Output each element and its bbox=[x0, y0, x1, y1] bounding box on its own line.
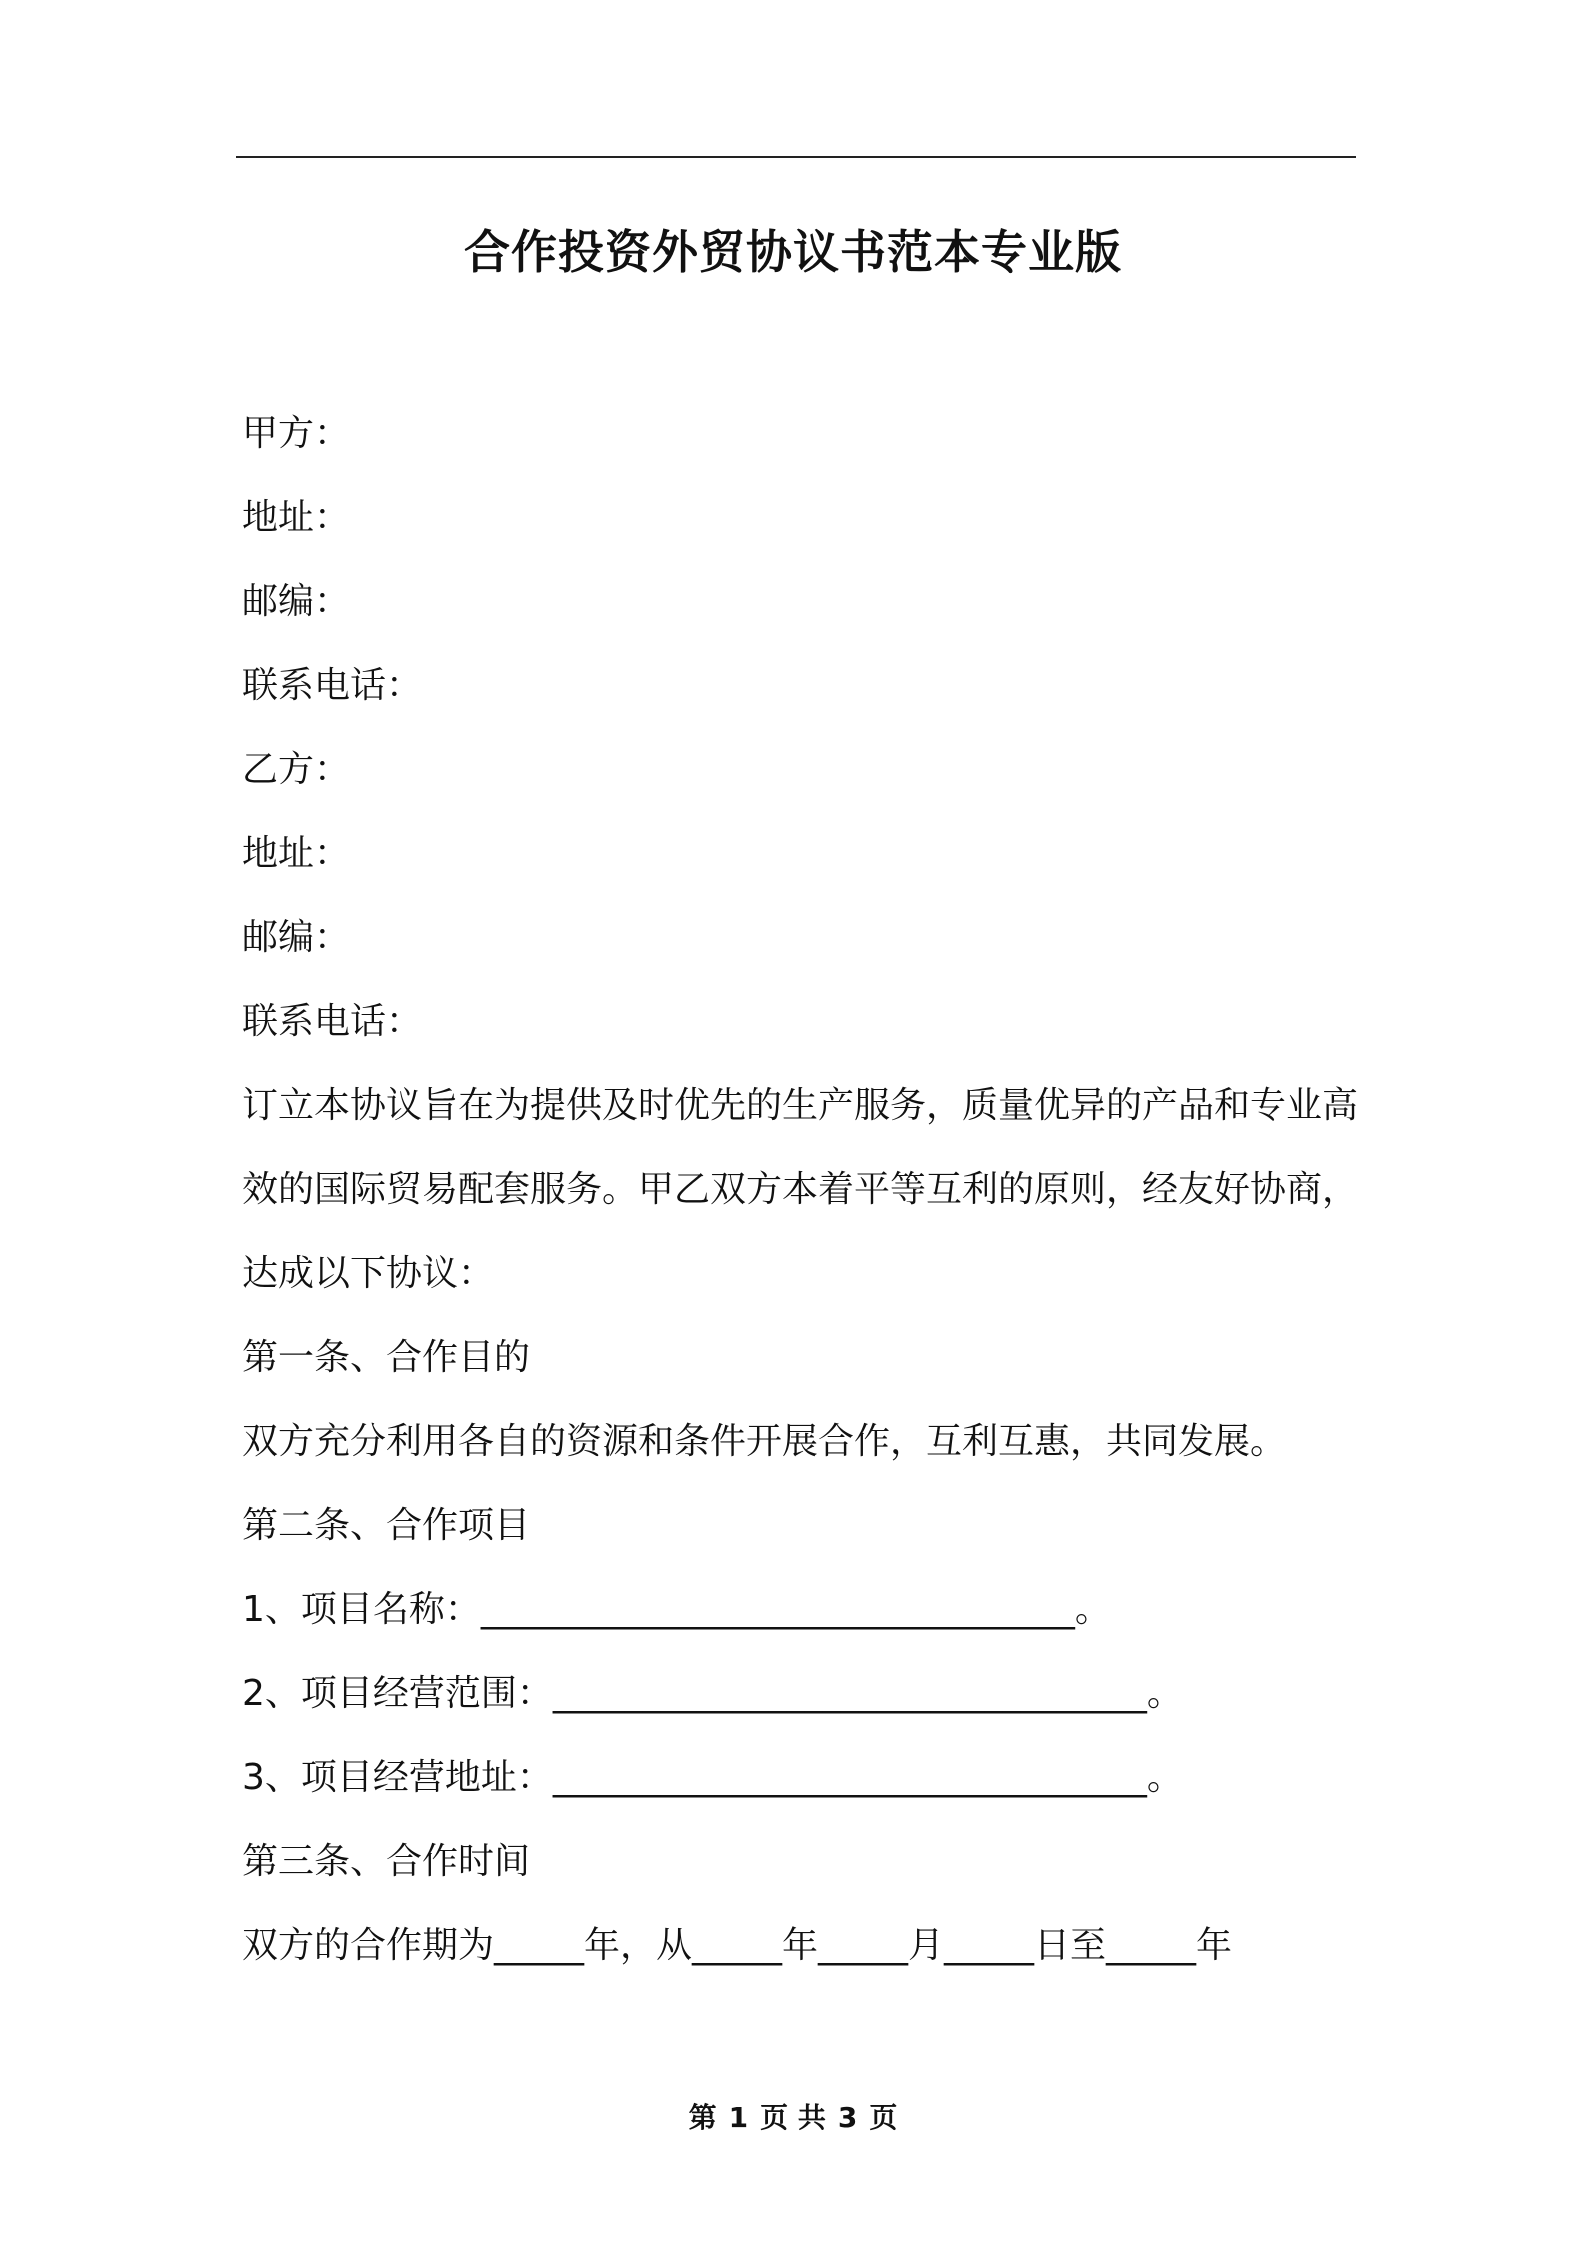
party-a-label: 甲方： bbox=[242, 413, 351, 454]
article-2-item-address: 3、项目经营地址：_________________________________。 bbox=[242, 1757, 1183, 1798]
article-1-heading: 第一条、合作目的 bbox=[242, 1337, 531, 1378]
article-2-item-scope: 2、项目经营范围：_________________________________。 bbox=[242, 1673, 1183, 1714]
party-b-phone: 联系电话： bbox=[242, 1001, 423, 1042]
article-1-body: 双方充分利用各自的资源和条件开展合作，互利互惠，共同发展。 bbox=[242, 1421, 1287, 1462]
article-3-heading: 第三条、合作时间 bbox=[242, 1841, 531, 1882]
article-2-item-name: 1、项目名称：_________________________________。 bbox=[242, 1589, 1111, 1630]
article-2-heading: 第二条、合作项目 bbox=[242, 1505, 531, 1546]
party-a-phone: 联系电话： bbox=[242, 665, 423, 706]
footer-middle: 页 共 bbox=[760, 2101, 826, 2134]
footer-total-pages: 3 bbox=[837, 2101, 858, 2134]
footer-current-page: 1 bbox=[728, 2101, 749, 2134]
party-a-address: 地址： bbox=[242, 497, 351, 538]
preamble-paragraph: 订立本协议旨在为提供及时优先的生产服务，质量优异的产品和专业高效的国际贸易配套服务。甲乙双方本着平等互利的原则，经友好协商，达成以下协议： bbox=[242, 1085, 1359, 1294]
article-3-body: 双方的合作期为_____年，从_____年_____月_____日至_____年 bbox=[242, 1925, 1233, 1966]
party-b-postcode: 邮编： bbox=[242, 917, 351, 958]
page-footer bbox=[0, 2096, 1586, 2136]
document-title: 合作投资外贸协议书范本专业版 bbox=[464, 225, 1122, 279]
party-b-label: 乙方： bbox=[242, 749, 351, 790]
footer-prefix: 第 bbox=[688, 2101, 717, 2134]
footer-suffix: 页 bbox=[869, 2101, 898, 2134]
header-rule bbox=[236, 156, 1356, 158]
party-a-postcode: 邮编： bbox=[242, 581, 351, 622]
party-b-address: 地址： bbox=[242, 833, 351, 874]
